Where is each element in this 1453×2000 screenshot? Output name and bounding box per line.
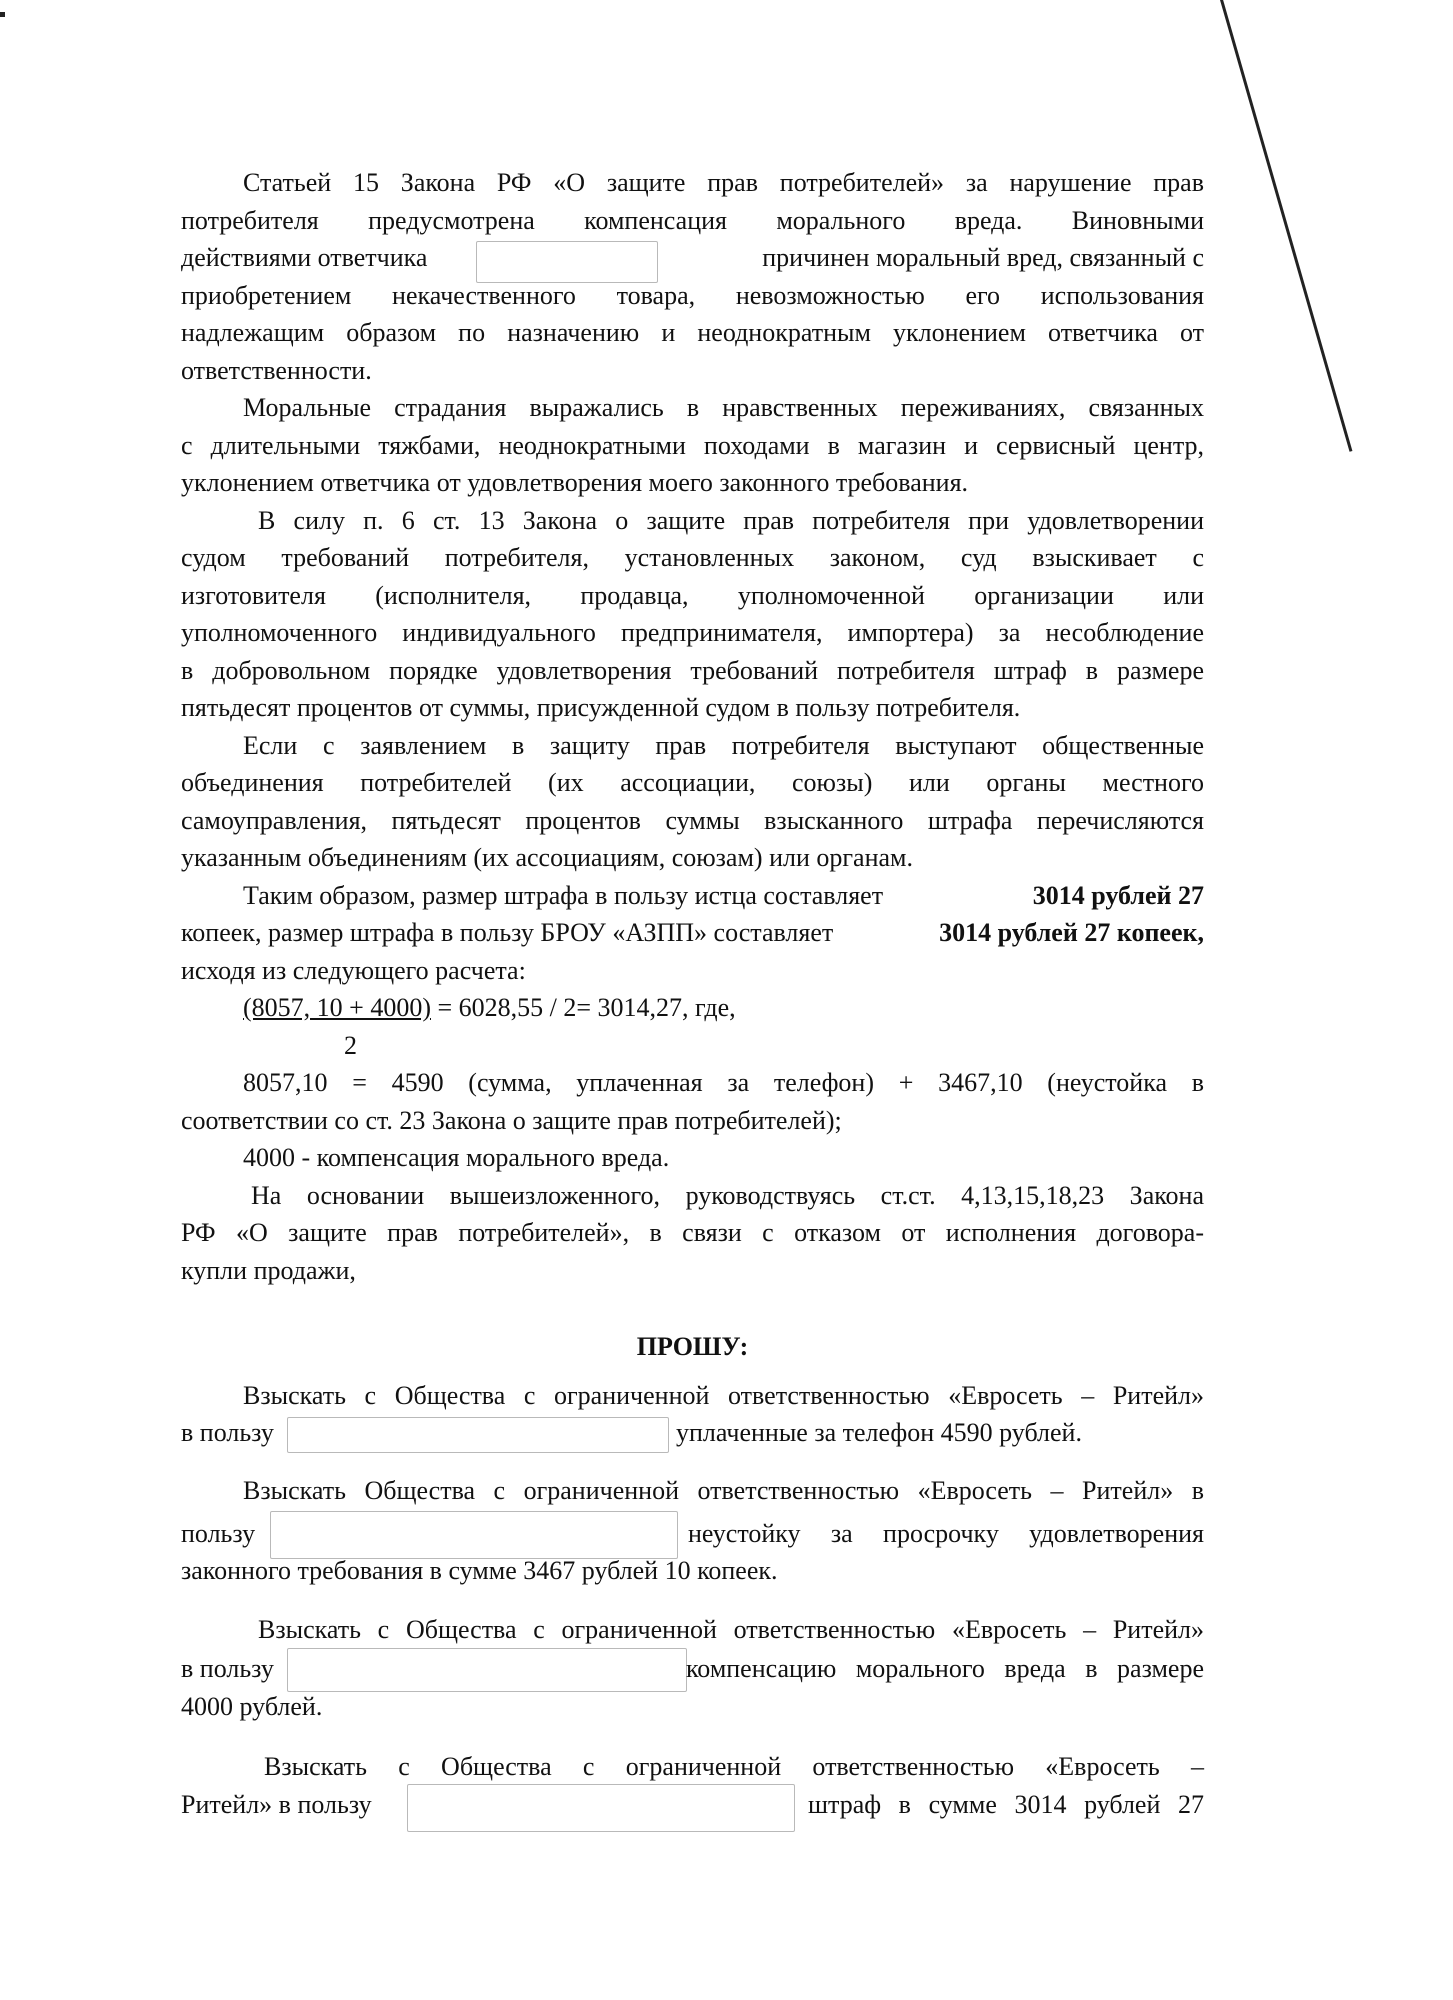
p3-line-6: пятьдесят процентов от суммы, присужденной судом в пользу потребителя.	[181, 693, 1021, 722]
scan-dot	[0, 12, 5, 17]
r4-line-2a: Ритейл» в пользу	[181, 1790, 372, 1819]
r2-line-2a: пользу	[181, 1519, 256, 1548]
p7-line-3: купли продажи,	[181, 1256, 356, 1285]
r4-line-2b: штраф в сумме 3014 рублей 27	[808, 1790, 1204, 1819]
r3-line-2a: в пользу	[181, 1654, 274, 1683]
p3-line-5: в добровольном порядке удовлетворения требований потребителя штраф в размере	[181, 656, 1204, 685]
p5-line-2a: копеек, размер штрафа в пользу БРОУ «АЗПП» составляет	[181, 918, 834, 947]
p1-line-5: надлежащим образом по назначению и неоднократным уклонением ответчика от	[181, 318, 1204, 347]
scan-margin-line	[1220, 0, 1352, 452]
p7-line-2: РФ «О защите прав потребителей», в связи с отказом от исполнения договора-	[181, 1218, 1204, 1247]
p4-line-2: объединения потребителей (их ассоциации, союзы) или органы местного	[181, 768, 1204, 797]
r3-line-1: Взыскать с Общества с ограниченной ответственностью «Евросеть – Ритейл»	[258, 1615, 1204, 1644]
p1-line-6: ответственности.	[181, 356, 372, 385]
redacted-plaintiff-name-2	[270, 1511, 678, 1559]
p1-line-4: приобретением некачественного товара, невозможностью его использования	[181, 281, 1204, 310]
p6-line-1: 8057,10 = 4590 (сумма, уплаченная за телефон) + 3467,10 (неустойка в	[243, 1068, 1204, 1097]
r1-line-2b: уплаченные за телефон 4590 рублей.	[676, 1418, 1082, 1447]
p1-line-1: Статьей 15 Закона РФ «О защите прав потребителей» за нарушение прав	[243, 168, 1204, 197]
r3-line-3: 4000 рублей.	[181, 1692, 323, 1721]
p1-line-2: потребителя предусмотрена компенсация морального вреда. Виновными	[181, 206, 1204, 235]
r2-line-1: Взыскать Общества с ограниченной ответственностью «Евросеть – Ритейл» в	[243, 1476, 1204, 1505]
formula-denominator: 2	[344, 1031, 357, 1060]
r2-line-2b: неустойку за просрочку удовлетворения	[688, 1519, 1204, 1548]
r1-line-2a: в пользу	[181, 1418, 274, 1447]
redacted-plaintiff-name-3	[287, 1648, 687, 1692]
fine-amount-plaintiff: 3014 рублей 27	[1032, 881, 1204, 910]
r4-line-1: Взыскать с Общества с ограниченной ответственностью «Евросеть –	[264, 1752, 1204, 1781]
fine-amount-association: 3014 рублей 27 копеек,	[939, 918, 1204, 947]
p3-line-4: уполномоченного индивидуального предпринимателя, импортера) за несоблюдение	[181, 618, 1204, 647]
p1-line-3b: причинен моральный вред, связанный с	[762, 243, 1204, 272]
p2-line-3: уклонением ответчика от удовлетворения моего законного требования.	[181, 468, 969, 497]
r3-line-2b: компенсацию морального вреда в размере	[686, 1654, 1204, 1683]
p3-line-2: судом требований потребителя, установленных законом, суд взыскивает с	[181, 543, 1204, 572]
formula-line	[243, 993, 1266, 1023]
p4-line-1: Если с заявлением в защиту прав потребителя выступают общественные	[243, 731, 1204, 760]
p2-line-2: с длительными тяжбами, неоднократными походами в магазин и сервисный центр,	[181, 431, 1204, 460]
redacted-plaintiff-name-4	[407, 1784, 795, 1832]
p7-line-1: На основании вышеизложенного, руководствуясь ст.ст. 4,13,15,18,23 Закона	[251, 1181, 1204, 1210]
p2-line-1: Моральные страдания выражались в нравственных переживаниях, связанных	[243, 393, 1204, 422]
p3-line-1: В силу п. 6 ст. 13 Закона о защите прав потребителя при удовлетворении	[258, 506, 1204, 535]
p5-line-1a: Таким образом, размер штрафа в пользу истца составляет	[243, 881, 884, 910]
redacted-defendant-name	[476, 241, 658, 283]
p5-line-2b	[880, 918, 1204, 948]
p6-line-2: соответствии со ст. 23 Закона о защите прав потребителей);	[181, 1106, 842, 1135]
p4-line-3: самоуправления, пятьдесят процентов суммы взысканного штрафа перечисляются	[181, 806, 1204, 835]
p1-line-3a: действиями ответчика	[181, 243, 428, 272]
request-heading: ПРОШУ:	[636, 1332, 749, 1361]
p5-line-1b	[900, 881, 1204, 911]
p6-line-3: 4000 - компенсация морального вреда.	[243, 1143, 670, 1172]
p3-line-3: изготовителя (исполнителя, продавца, уполномоченной организации или	[181, 581, 1204, 610]
p4-line-4: указанным объединениям (их ассоциациям, союзам) или органам.	[181, 843, 913, 872]
redacted-plaintiff-name-1	[287, 1417, 669, 1453]
p5-line-3: исходя из следующего расчета:	[181, 956, 526, 985]
r1-line-1: Взыскать с Общества с ограниченной ответственностью «Евросеть – Ритейл»	[243, 1381, 1204, 1410]
formula-result: = 6028,55 / 2= 3014,27, где,	[437, 993, 736, 1022]
r2-line-3: законного требования в сумме 3467 рублей 10 копеек.	[181, 1556, 778, 1585]
formula-numerator: (8057, 10 + 4000)	[243, 993, 431, 1022]
